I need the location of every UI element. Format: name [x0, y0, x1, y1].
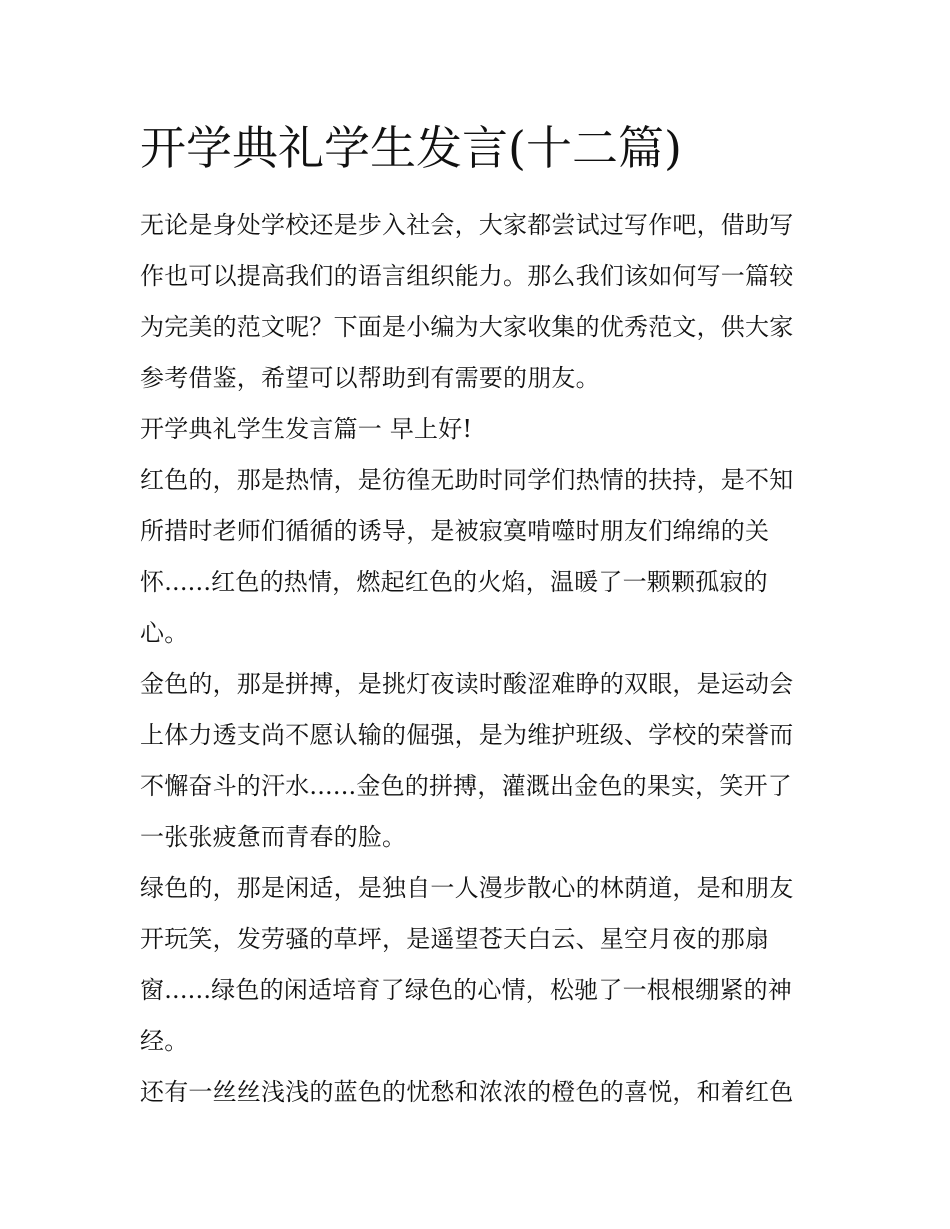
body-line: 参考借鉴，希望可以帮助到有需要的朋友。 — [140, 364, 600, 392]
body-line: 上体力透支尚不愿认输的倔强，是为维护班级、学校的荣誉而 — [140, 721, 794, 749]
section-heading-line: 开学典礼学生发言篇一 早上好! — [140, 415, 473, 443]
body-line: 无论是身处学校还是步入社会，大家都尝试过写作吧，借助写 — [140, 211, 794, 239]
body-line: 绿色的，那是闲适，是独自一人漫步散心的林荫道，是和朋友 — [140, 874, 794, 902]
body-line: 窗......绿色的闲适培育了绿色的心情，松驰了一根根绷紧的神 — [140, 976, 792, 1004]
body-line: 一张张疲惫而青春的脸。 — [140, 823, 407, 851]
body-line: 不懈奋斗的汗水......金色的拼搏，灌溉出金色的果实，笑开了 — [140, 772, 792, 800]
body-line: 所措时老师们循循的诱导，是被寂寞啃噬时朋友们绵绵的关 — [140, 517, 770, 545]
body-line: 怀......红色的热情，燃起红色的火焰，温暖了一颗颗孤寂的 — [140, 568, 768, 596]
body-line: 还有一丝丝浅浅的蓝色的忧愁和浓浓的橙色的喜悦，和着红色 — [140, 1078, 794, 1106]
document-title: 开学典礼学生发言(十二篇) — [140, 121, 682, 175]
body-line: 红色的，那是热情，是彷徨无助时同学们热情的扶持，是不知 — [140, 466, 794, 494]
body-line: 作也可以提高我们的语言组织能力。那么我们该如何写一篇较 — [140, 262, 794, 290]
body-line: 开玩笑，发劳骚的草坪，是遥望苍天白云、星空月夜的那扇 — [140, 925, 770, 953]
body-line: 经。 — [140, 1027, 189, 1055]
body-line: 为完美的范文呢？下面是小编为大家收集的优秀范文，供大家 — [140, 313, 794, 341]
document-body — [140, 200, 820, 1118]
body-line: 金色的，那是拼搏，是挑灯夜读时酸涩难睁的双眼，是运动会 — [140, 670, 794, 698]
body-line: 心。 — [140, 619, 189, 647]
